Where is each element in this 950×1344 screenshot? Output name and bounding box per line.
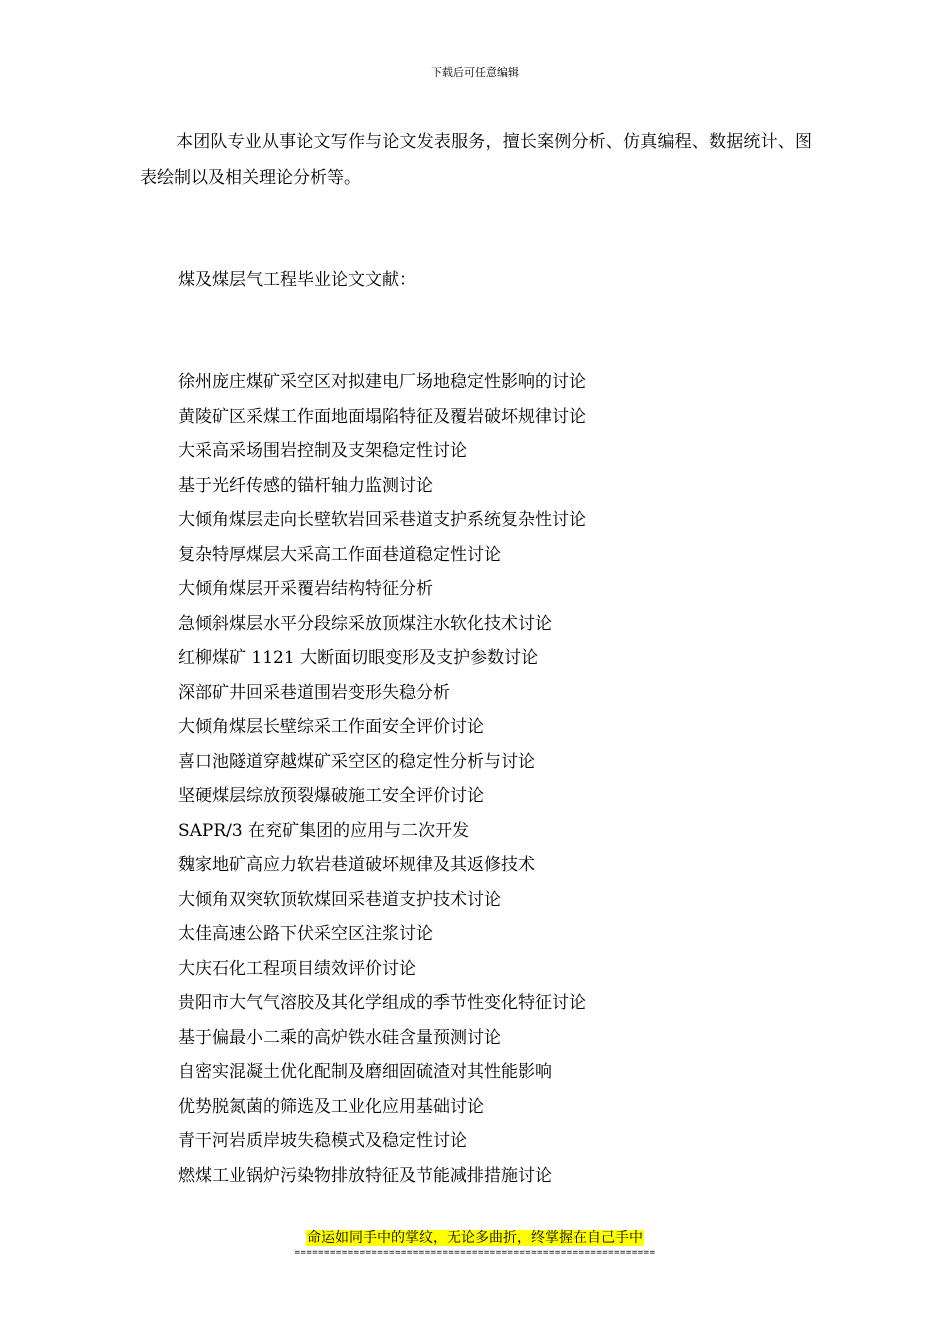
reference-item: 太佳高速公路下伏采空区注浆讨论 <box>178 924 433 944</box>
reference-item: SAPR/3 在兖矿集团的应用与二次开发 <box>178 820 470 841</box>
reference-item: 大采高采场围岩控制及支架稳定性讨论 <box>178 441 467 461</box>
footer-motto <box>0 1228 950 1248</box>
reference-item: 复杂特厚煤层大采高工作面巷道稳定性讨论 <box>178 544 501 565</box>
reference-item: 大倾角双突软顶软煤回采巷道支护技术讨论 <box>178 889 501 910</box>
reference-item: 坚硬煤层综放预裂爆破施工安全评价讨论 <box>178 786 484 806</box>
reference-item: 大倾角煤层开采覆岩结构特征分析 <box>178 579 433 599</box>
reference-item: 大庆石化工程项目绩效评价讨论 <box>178 958 416 979</box>
reference-item: 喜口池隧道穿越煤矿采空区的稳定性分析与讨论 <box>178 751 535 772</box>
reference-item: 自密实混凝土优化配制及磨细固硫渣对其性能影响 <box>178 1062 552 1082</box>
page-header-note: 下载后可任意编辑 <box>431 66 519 79</box>
reference-item: 优势脱氮菌的筛选及工业化应用基础讨论 <box>178 1096 484 1117</box>
reference-item: 燃煤工业锅炉污染物排放特征及节能减排措施讨论 <box>178 1165 552 1186</box>
reference-item: 深部矿井回采巷道围岩变形失稳分析 <box>178 682 450 703</box>
reference-item: 徐州庞庄煤矿采空区对拟建电厂场地稳定性影响的讨论 <box>178 372 586 392</box>
reference-item: 基于光纤传感的锚杆轴力监测讨论 <box>178 475 433 496</box>
reference-item: 急倾斜煤层水平分段综采放顶煤注水软化技术讨论 <box>178 613 552 634</box>
footer-motto-text: 命运如同手中的掌纹，无论多曲折，终掌握在自己手中 <box>307 1230 643 1246</box>
intro-paragraph: 本团队专业从事论文写作与论文发表服务，擅长案例分析、仿真编程、数据统计、图表绘制以及相关理论分析等。 <box>140 132 812 188</box>
reference-item: 大倾角煤层走向长壁软岩回采巷道支护系统复杂性讨论 <box>178 510 586 530</box>
section-title: 煤及煤层气工程毕业论文文献： <box>178 270 416 290</box>
reference-item: 魏家地矿高应力软岩巷道破坏规律及其返修技术 <box>178 855 535 875</box>
reference-item: 黄陵矿区采煤工作面地面塌陷特征及覆岩破坏规律讨论 <box>178 406 586 427</box>
footer-divider: ============================================================= <box>294 1248 656 1258</box>
reference-item: 大倾角煤层长壁综采工作面安全评价讨论 <box>178 717 484 737</box>
reference-item: 贵阳市大气气溶胶及其化学组成的季节性变化特征讨论 <box>178 993 586 1013</box>
reference-list <box>178 365 586 1193</box>
reference-item: 青干河岩质岸坡失稳模式及稳定性讨论 <box>178 1131 467 1151</box>
reference-item: 红柳煤矿 1121 大断面切眼变形及支护参数讨论 <box>178 648 539 668</box>
reference-item: 基于偏最小二乘的高炉铁水硅含量预测讨论 <box>178 1027 501 1048</box>
